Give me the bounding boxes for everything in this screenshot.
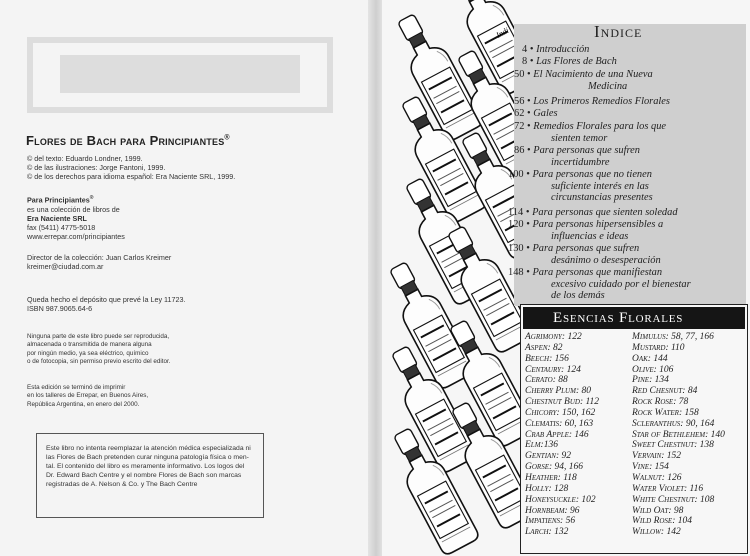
essence-entry[interactable]: Chestnut Bud: 112 — [525, 397, 600, 408]
essence-entry[interactable]: Rock Water: 158 — [632, 407, 699, 418]
index-entry[interactable]: 86 • Para personas que sufren incertidumbre — [514, 145, 640, 168]
index-title: Indice — [594, 22, 643, 41]
index-entry[interactable]: 148 • Para personas que manifiestan excesivo cuidado por el bienestar de los demás — [508, 267, 691, 301]
essence-entry[interactable]: Walnut: 126 — [632, 472, 682, 483]
essence-entry[interactable]: Scleranthus: 90, 164 — [632, 418, 715, 429]
website: www.errepar.com/principiantes — [27, 232, 125, 242]
index-entry[interactable]: 72 • Remedios Florales para los que sienten temor — [514, 121, 667, 144]
essence-entry[interactable]: Holly: 128 — [525, 483, 569, 494]
index-entry[interactable]: 8 • Las Flores de Bach — [522, 56, 617, 67]
essence-entry[interactable]: Agrimony: 122 — [525, 332, 582, 342]
printing-info: Esta edición se terminó de imprimir en los talleres de Errepar, en Buenos Aires, República Argentina, en enero del 2000. — [27, 384, 149, 408]
credit-line: © del texto: Eduardo Londner, 1999. — [27, 154, 143, 163]
credits — [27, 154, 235, 182]
essence-entry[interactable]: Heather: 118 — [525, 472, 577, 483]
essence-entry[interactable]: Centaury: 124 — [525, 364, 581, 375]
essence-entry[interactable]: Willow: 142 — [632, 527, 681, 538]
essence-entry[interactable]: Crab Apple: 146 — [525, 429, 589, 440]
essence-entry[interactable]: Vervain: 152 — [632, 451, 682, 462]
essence-entry[interactable]: Gorse: 94, 166 — [525, 462, 584, 473]
essence-entry[interactable]: Olive: 106 — [632, 364, 674, 375]
essence-entry[interactable]: Pine: 134 — [632, 375, 669, 386]
essence-entry[interactable]: Clematis: 60, 163 — [525, 418, 594, 429]
essences-section — [520, 304, 748, 554]
show-through-cover-art — [20, 30, 340, 130]
essence-entry[interactable]: White Chestnut: 108 — [632, 494, 715, 505]
essence-entry[interactable]: Wild Oat: 98 — [632, 505, 684, 516]
credit-line: © de las ilustraciones: Jorge Fantoni, 1999. — [27, 163, 166, 173]
essence-entry[interactable]: Chicory: 150, 162 — [525, 407, 596, 418]
index-entry[interactable]: 114 • Para personas que sienten soledad — [508, 207, 678, 218]
essence-entry[interactable]: Oak: 144 — [632, 353, 668, 364]
essence-entry[interactable]: Red Chesnut: 84 — [632, 386, 698, 397]
essence-entry[interactable]: Gentian: 92 — [525, 451, 572, 462]
book-title: Flores de Bach para Principiantes® — [26, 133, 230, 148]
essence-entry[interactable]: Larch: 132 — [525, 527, 569, 538]
fax-number: fax (5411) 4775-5018 — [27, 223, 96, 232]
isbn: ISBN 987.9065.64-6 — [27, 304, 93, 314]
index-section — [508, 22, 746, 306]
bottle-label: Indi — [494, 25, 511, 40]
essence-entry[interactable]: Wild Rose: 104 — [632, 516, 692, 527]
copyright-page — [0, 0, 372, 556]
index-entry[interactable]: 120 • Para personas hipersensibles a influencias e ideas — [508, 219, 664, 242]
essences-column-right — [632, 332, 725, 538]
essence-entry[interactable]: Sweet Chestnut: 138 — [632, 440, 714, 451]
essence-entry[interactable]: Mimulus: 58, 77, 166 — [632, 332, 714, 342]
index-entry[interactable]: 50 • El Nacimiento de una Nueva Medicina — [514, 69, 653, 92]
essence-entry[interactable]: Aspen: 82 — [525, 342, 563, 353]
index-entry[interactable]: 100 • Para personas que no tienen suficiente interés en las circunstancias presentes — [508, 169, 653, 203]
index-page — [382, 0, 750, 556]
disclaimer-text: Este libro no intenta reemplazar la atención médica especializada ni las Flores de Bach pretenden curar ninguna patología física o men- tal. El contenido del libro es meramente informativo. Los logos del Dr. Edward Bach Centre y el nombre Flores de Bach son marcas registradas de A. Nelson & Co. y The Bach Centre — [46, 445, 251, 489]
essence-entry[interactable]: Rock Rose: 78 — [632, 397, 689, 408]
essence-entry[interactable]: Vine: 154 — [632, 462, 669, 473]
essence-entry[interactable]: Hornbeam: 96 — [525, 505, 580, 516]
essence-entry[interactable]: Beech: 156 — [525, 353, 569, 364]
essence-entry[interactable]: Cherry Plum: 80 — [525, 386, 591, 397]
index-entry[interactable]: 62 • Gales — [514, 108, 558, 119]
collection-line: es una colección de libros de — [27, 204, 120, 214]
collection-title: Para Principiantes® — [27, 195, 94, 205]
credit-line: © de los derechos para idioma español: Era Naciente SRL, 1999. — [27, 172, 236, 182]
essences-header — [523, 307, 745, 329]
publisher-name: Era Naciente SRL — [27, 213, 87, 223]
essence-entry[interactable]: Elm:136 — [525, 440, 558, 451]
essences-column-left — [525, 332, 599, 538]
essence-entry[interactable]: Water Violet: 116 — [632, 483, 704, 494]
deposit-line: Queda hecho el depósito que prevé la Ley 11723. — [27, 295, 186, 304]
index-entry[interactable]: 130 • Para personas que sufren desánimo o desesperación — [508, 243, 661, 266]
essence-entry[interactable]: Honeysuckle: 102 — [525, 494, 596, 505]
essence-entry[interactable]: Impatiens: 56 — [525, 516, 576, 527]
essence-entry[interactable]: Mustard: 110 — [632, 342, 685, 353]
index-entry[interactable]: 56 • Los Primeros Remedios Florales — [514, 96, 670, 107]
index-entry[interactable]: 4 • Introducción — [522, 44, 590, 55]
director-line: Director de la colección: Juan Carlos Kreimer — [27, 253, 172, 262]
email: kreimer@ciudad.com.ar — [27, 262, 104, 272]
publisher-info — [27, 194, 125, 241]
director-info — [27, 253, 171, 271]
deposit-info — [27, 295, 186, 313]
essence-entry[interactable]: Star of Bethlehem: 140 — [632, 429, 725, 440]
disclaimer-box — [36, 433, 264, 518]
essences-title: Esencias Florales — [553, 310, 684, 326]
rights-notice: Ninguna parte de este libro puede ser reproducida, almacenada o transmitida de manera alguna por ningún medio, ya sea eléctrico, químico o de fotocopia, sin permiso previo escrito del editor. — [27, 333, 171, 366]
essence-entry[interactable]: Cerato: 88 — [525, 375, 568, 386]
